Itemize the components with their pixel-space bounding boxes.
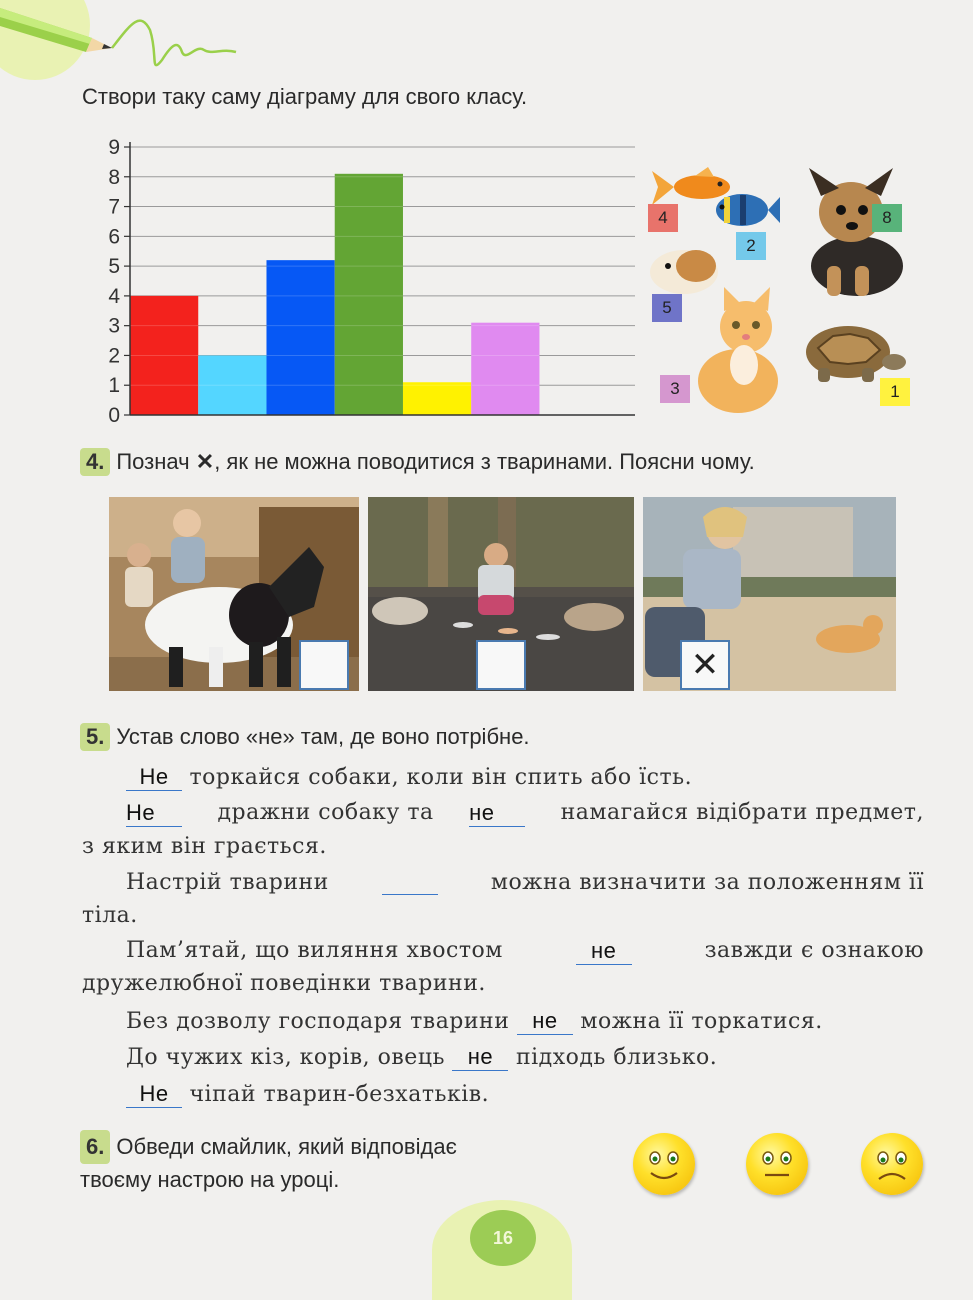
sentence-6-text-b: підходь близько. [515,1045,718,1070]
sentence-5-text-b: можна її торкатися. [580,1009,823,1034]
y-tick-label: 4 [108,284,120,308]
blank-8[interactable]: Не [126,1081,182,1108]
tag-turtle: 1 [880,378,910,406]
tag-blue-fish: 2 [736,232,766,260]
sentence-5-text-a: Без дозволу господаря тварини [126,1009,510,1034]
pencil-icon [0,0,240,90]
tag-puppy: 8 [872,204,902,232]
sentence-2 [126,800,924,827]
sentence-2-cont: з яким він грається. [82,834,327,859]
sentence-3-cont: тіла. [82,903,138,928]
bar [471,323,539,415]
sentence-4-text-b: завжди є ознакою [704,938,924,963]
y-tick-label: 7 [108,195,120,219]
fill-in-text [82,760,924,1120]
task-4-text-before: Познач [116,449,190,474]
sentence-2-text-b: намагайся відібрати предмет, [560,800,924,825]
answer-box-3[interactable]: ✕ [680,640,730,690]
bar [266,260,334,415]
bar [335,174,403,415]
sentence-3 [126,870,924,895]
smiley-neutral-icon[interactable] [746,1133,808,1195]
smiley-sad-icon[interactable] [861,1133,923,1195]
puppy-image [795,166,915,301]
task-6-line-2: твоєму настрою на уроці. [80,1167,340,1192]
y-tick-label: 6 [108,225,120,249]
cross-icon: ✕ [195,449,215,474]
sentence-3-text-b: можна визначити за положенням її [490,870,924,895]
tag-goldfish: 4 [648,204,678,232]
sentence-6-text-a: До чужих кіз, корів, овець [126,1045,445,1070]
answer-box-1[interactable] [299,640,349,690]
sentence-7 [126,1081,489,1108]
pets-illustration [640,160,930,420]
task-6-number: 6. [80,1130,110,1164]
blue-fish-image [710,185,780,235]
photo-feeding-animals [368,497,634,691]
task-5-text: Устав слово «не» там, де воно потрібне. [116,724,530,749]
y-tick-label: 1 [108,374,120,398]
intro-text: Створи таку саму діаграму для свого класу. [82,84,528,109]
blank-6[interactable]: не [517,1008,573,1035]
photo-pony [109,497,359,691]
sentence-6 [126,1044,717,1071]
blank-4[interactable] [382,870,438,895]
kitten-image [690,285,790,415]
task-4-number: 4. [80,448,110,476]
tag-kitten: 3 [660,375,690,403]
blank-3[interactable]: не [469,800,525,827]
y-tick-label: 8 [108,165,120,189]
blank-7[interactable]: не [452,1044,508,1071]
photo-cat-tail [643,497,896,691]
tag-guinea-pig: 5 [652,294,682,322]
sentence-2-text-a: дражни собаку та [217,800,434,825]
y-tick-label: 3 [108,314,120,338]
task-6 [80,1130,457,1196]
y-tick-label: 9 [108,136,120,159]
sentence-4 [126,938,924,965]
blank-5[interactable]: не [576,938,632,965]
y-tick-label: 5 [108,255,120,279]
sentence-3-text-a: Настрій тварини [126,870,329,895]
page-number: 16 [470,1210,536,1266]
sentence-1-text: торкайся собаки, коли він спить або їсть. [189,765,693,790]
task-5 [80,723,530,751]
sentence-5 [126,1008,823,1035]
task-4 [80,448,755,476]
task-6-line-1: Обведи смайлик, який відповідає [116,1134,457,1159]
sentence-7-text: чіпай тварин-безхатьків. [189,1082,490,1107]
y-tick-label: 2 [108,344,120,368]
blank-1[interactable]: Не [126,764,182,791]
bar-chart [95,132,640,422]
blank-2[interactable]: Не [126,800,182,827]
sentence-4-cont: дружелюбної поведінки тварини. [82,971,486,996]
sentence-1 [126,764,692,791]
smiley-happy-icon[interactable] [633,1133,695,1195]
sentence-4-text-a: Пам’ятай, що виляння хвостом [126,938,503,963]
bar [403,382,471,415]
task-4-text-after: , як не можна поводитися з тваринами. Поясни чому. [214,449,755,474]
answer-box-2[interactable] [476,640,526,690]
task-5-number: 5. [80,723,110,751]
y-tick-label: 0 [108,404,120,422]
